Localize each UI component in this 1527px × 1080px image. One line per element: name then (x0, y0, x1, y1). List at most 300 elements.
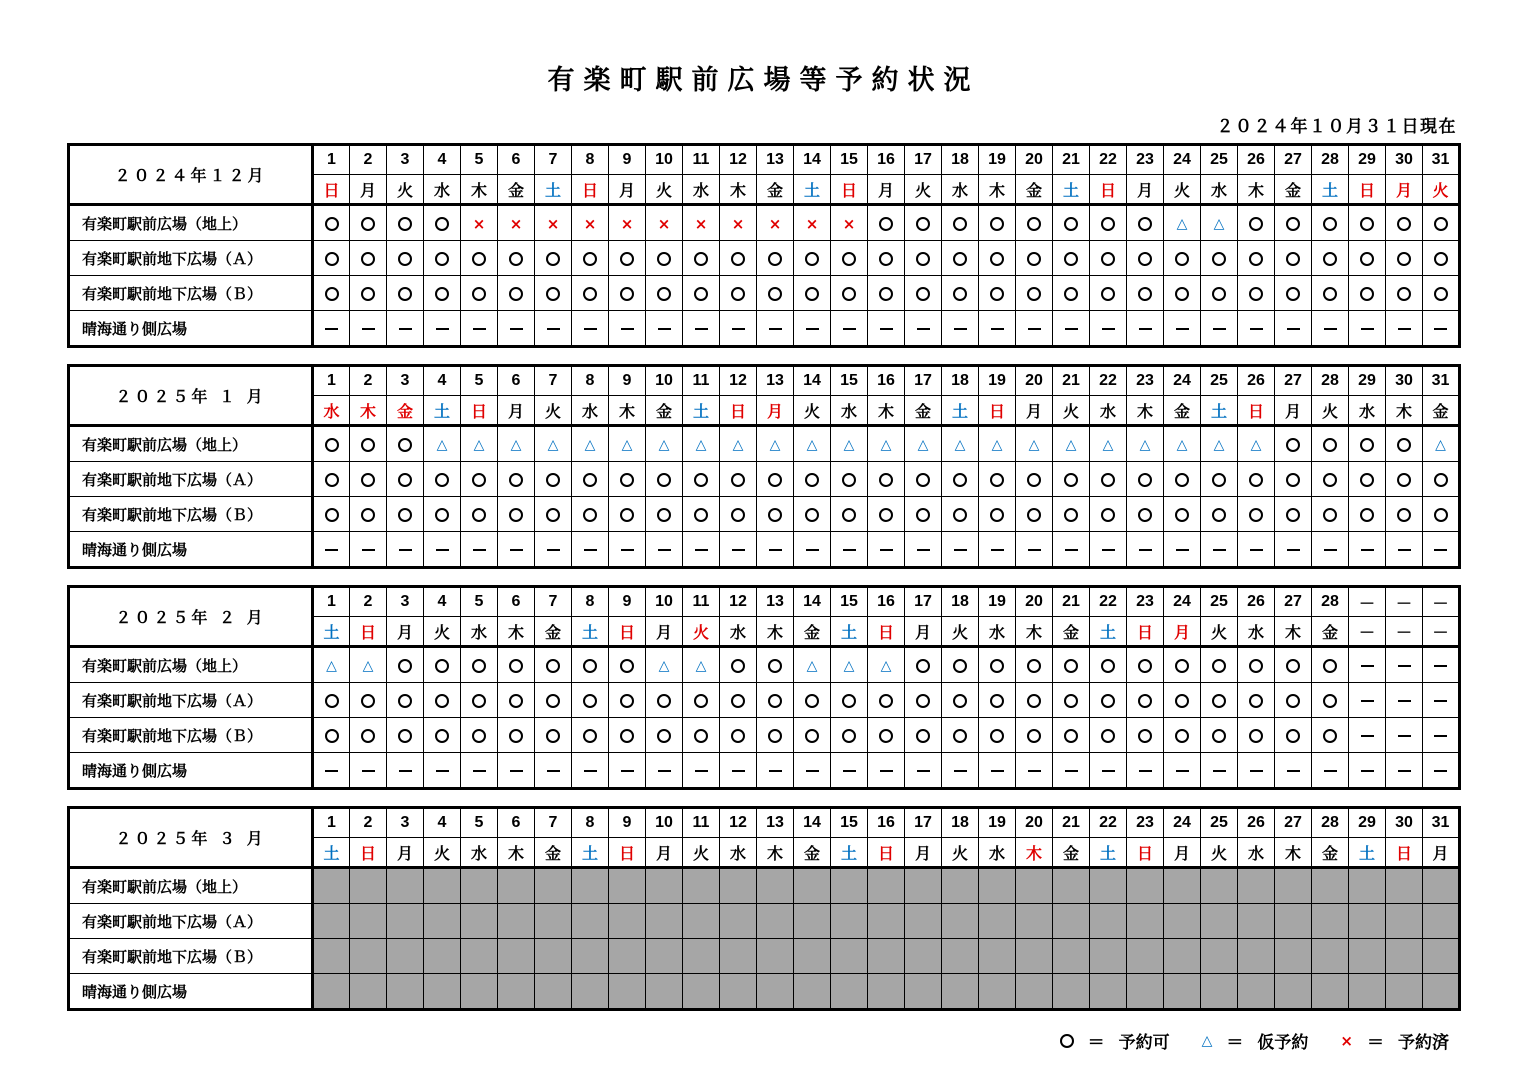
status-none (572, 311, 609, 347)
circle-icon (990, 287, 1004, 301)
circle-icon (879, 694, 893, 708)
legend-equals: ＝ (1367, 1033, 1384, 1053)
unavailable-cell (1164, 868, 1201, 904)
status-available (905, 497, 942, 532)
status-none (1164, 753, 1201, 789)
status-available (498, 462, 535, 497)
unavailable-cell (1127, 939, 1164, 974)
dash-icon (547, 328, 560, 330)
status-available (757, 497, 794, 532)
circle-icon (1175, 473, 1189, 487)
weekday: 金 (794, 617, 831, 647)
circle-icon (361, 252, 375, 266)
circle-icon (325, 287, 339, 301)
dash-icon (325, 549, 338, 551)
unavailable-cell (609, 939, 646, 974)
weekday: 水 (1238, 617, 1275, 647)
status-available (1386, 462, 1423, 497)
status-none (1386, 753, 1423, 789)
unavailable-cell (646, 939, 683, 974)
dash-icon (880, 549, 893, 551)
weekday: 土 (1090, 838, 1127, 868)
circle-icon (1027, 694, 1041, 708)
unavailable-cell (757, 904, 794, 939)
status-available (942, 647, 979, 683)
status-available (1312, 683, 1349, 718)
dash-icon (1361, 735, 1374, 737)
day-number: 28 (1312, 145, 1349, 175)
status-available (868, 683, 905, 718)
unavailable-cell (350, 868, 387, 904)
status-available (868, 205, 905, 241)
unavailable-cell (1053, 904, 1090, 939)
unavailable-cell (1312, 974, 1349, 1010)
status-available (1423, 241, 1460, 276)
circle-icon (1249, 508, 1263, 522)
unavailable-cell (831, 868, 868, 904)
circle-icon (1212, 508, 1226, 522)
dash-icon (843, 770, 856, 772)
circle-icon (435, 287, 449, 301)
weekday: 木 (1127, 396, 1164, 426)
status-tentative (1164, 426, 1201, 462)
status-none (1275, 311, 1312, 347)
status-none (1090, 311, 1127, 347)
circle-icon (1064, 508, 1078, 522)
weekday: 火 (1164, 175, 1201, 205)
facility-label: 有楽町駅前広場（地上） (69, 205, 313, 241)
circle-icon (768, 252, 782, 266)
dash-icon (362, 328, 375, 330)
status-available (720, 647, 757, 683)
month-label: ２０２５年 ３ 月 (69, 808, 313, 868)
dash-icon (1139, 549, 1152, 551)
unavailable-cell (905, 904, 942, 939)
triangle-icon: △ (1065, 437, 1077, 453)
unavailable-cell (683, 868, 720, 904)
triangle-icon: △ (991, 437, 1003, 453)
dash-icon (880, 770, 893, 772)
status-tentative (757, 426, 794, 462)
status-available (313, 276, 350, 311)
circle-icon (546, 659, 560, 673)
month-label: ２０２４年１２月 (69, 145, 313, 205)
circle-icon (731, 508, 745, 522)
weekday: 土 (535, 175, 572, 205)
dash-icon (1065, 770, 1078, 772)
circle-icon (1286, 694, 1300, 708)
status-available (1090, 497, 1127, 532)
unavailable-cell (1275, 974, 1312, 1010)
status-available (313, 205, 350, 241)
day-number: 9 (609, 366, 646, 396)
unavailable-cell (1201, 904, 1238, 939)
circle-icon (1323, 694, 1337, 708)
circle-icon (1138, 217, 1152, 231)
dash-icon (1398, 328, 1411, 330)
circle-icon (398, 729, 412, 743)
status-available (683, 462, 720, 497)
status-none (646, 311, 683, 347)
unavailable-cell (720, 974, 757, 1010)
status-tentative (646, 647, 683, 683)
circle-icon (361, 287, 375, 301)
weekday: 水 (683, 175, 720, 205)
status-tentative (1238, 426, 1275, 462)
dash-icon (436, 328, 449, 330)
day-number: 26 (1238, 366, 1275, 396)
weekday: 金 (905, 396, 942, 426)
weekday: 土 (794, 175, 831, 205)
weekday: 月 (1127, 175, 1164, 205)
circle-icon (1323, 217, 1337, 231)
day-number: 25 (1201, 808, 1238, 838)
circle-icon (509, 252, 523, 266)
status-available (461, 683, 498, 718)
status-available (1312, 497, 1349, 532)
unavailable-cell (424, 974, 461, 1010)
status-available (350, 426, 387, 462)
facility-label: 有楽町駅前広場（地上） (69, 426, 313, 462)
circle-icon (1212, 287, 1226, 301)
unavailable-cell (1201, 939, 1238, 974)
status-none (979, 753, 1016, 789)
status-available (461, 276, 498, 311)
status-available (1386, 241, 1423, 276)
unavailable-cell (498, 904, 535, 939)
status-none (498, 753, 535, 789)
status-none (794, 311, 831, 347)
status-none (1423, 532, 1460, 568)
status-available (609, 683, 646, 718)
circle-icon (1286, 287, 1300, 301)
status-available (1127, 718, 1164, 753)
day-number: 15 (831, 587, 868, 617)
status-tentative (1053, 426, 1090, 462)
day-number: 2 (350, 366, 387, 396)
unavailable-cell (979, 974, 1016, 1010)
circle-icon (1323, 287, 1337, 301)
unavailable-cell (1016, 868, 1053, 904)
day-number: 13 (757, 366, 794, 396)
circle-icon (1249, 729, 1263, 743)
status-available (1238, 718, 1275, 753)
day-number: － (1386, 587, 1423, 617)
cross-icon: × (657, 214, 671, 233)
day-number: 4 (424, 808, 461, 838)
status-available (387, 205, 424, 241)
status-available (1238, 647, 1275, 683)
status-available (1127, 462, 1164, 497)
status-available (609, 462, 646, 497)
circle-icon (1064, 694, 1078, 708)
circle-icon (583, 659, 597, 673)
day-number: 21 (1053, 808, 1090, 838)
status-available (1312, 647, 1349, 683)
circle-icon (546, 508, 560, 522)
dash-icon (399, 549, 412, 551)
unavailable-cell (1053, 939, 1090, 974)
unavailable-cell (461, 904, 498, 939)
status-none (350, 753, 387, 789)
unavailable-cell (535, 939, 572, 974)
circle-icon (953, 217, 967, 231)
dash-icon (991, 328, 1004, 330)
status-available (313, 462, 350, 497)
status-booked (831, 205, 868, 241)
weekday: 日 (1349, 175, 1386, 205)
day-number: 5 (461, 145, 498, 175)
circle-icon (435, 659, 449, 673)
weekday: 火 (942, 838, 979, 868)
status-available (1127, 683, 1164, 718)
circle-icon (1175, 694, 1189, 708)
facility-label: 晴海通り側広場 (69, 974, 313, 1010)
status-available (868, 718, 905, 753)
status-none (313, 311, 350, 347)
weekday: 水 (720, 617, 757, 647)
weekday: 土 (1090, 617, 1127, 647)
unavailable-cell (1386, 939, 1423, 974)
circle-icon (1212, 694, 1226, 708)
weekday: 金 (1312, 617, 1349, 647)
weekday: 日 (1127, 617, 1164, 647)
weekday: 土 (1312, 175, 1349, 205)
facility-label: 有楽町駅前広場（地上） (69, 868, 313, 904)
circle-icon (1212, 473, 1226, 487)
dash-icon (1065, 549, 1078, 551)
unavailable-cell (572, 868, 609, 904)
status-none (1275, 753, 1312, 789)
status-available (720, 718, 757, 753)
dash-icon (695, 770, 708, 772)
unavailable-cell (646, 974, 683, 1010)
triangle-icon: △ (658, 437, 670, 453)
unavailable-cell (498, 974, 535, 1010)
circle-icon (879, 287, 893, 301)
weekday: 月 (1164, 838, 1201, 868)
status-booked (720, 205, 757, 241)
status-available (1238, 241, 1275, 276)
circle-icon (731, 729, 745, 743)
circle-icon (509, 508, 523, 522)
status-none (1386, 683, 1423, 718)
circle-icon (842, 287, 856, 301)
triangle-icon: △ (880, 437, 892, 453)
circle-icon (1249, 659, 1263, 673)
circle-icon (325, 694, 339, 708)
status-none (683, 753, 720, 789)
unavailable-cell (1090, 868, 1127, 904)
day-number: 23 (1127, 587, 1164, 617)
weekday: 水 (1349, 396, 1386, 426)
status-available (424, 683, 461, 718)
circle-icon (1249, 473, 1263, 487)
circle-icon (1323, 252, 1337, 266)
circle-icon (953, 508, 967, 522)
dash-icon (991, 770, 1004, 772)
status-available (831, 462, 868, 497)
status-tentative (905, 426, 942, 462)
status-available (1238, 497, 1275, 532)
weekday: 火 (683, 838, 720, 868)
unavailable-cell (646, 904, 683, 939)
status-available (942, 462, 979, 497)
day-number: 28 (1312, 587, 1349, 617)
day-number: 3 (387, 366, 424, 396)
circle-icon (1286, 438, 1300, 452)
day-number: 19 (979, 366, 1016, 396)
unavailable-cell (1164, 974, 1201, 1010)
status-tentative (424, 426, 461, 462)
unavailable-cell (498, 868, 535, 904)
circle-icon (1434, 287, 1448, 301)
circle-icon (990, 252, 1004, 266)
status-available (609, 497, 646, 532)
status-available (313, 241, 350, 276)
status-none (1312, 753, 1349, 789)
status-available (794, 276, 831, 311)
day-number: 2 (350, 145, 387, 175)
weekday: 金 (794, 838, 831, 868)
weekday: 土 (1201, 396, 1238, 426)
day-number: 22 (1090, 808, 1127, 838)
day-number: 24 (1164, 808, 1201, 838)
triangle-icon: △ (695, 658, 707, 674)
status-available (905, 647, 942, 683)
status-available (794, 462, 831, 497)
day-number: 18 (942, 145, 979, 175)
circle-icon (583, 729, 597, 743)
unavailable-cell (942, 974, 979, 1010)
status-none (979, 311, 1016, 347)
status-booked (683, 205, 720, 241)
dash-icon (806, 549, 819, 551)
unavailable-cell (1275, 868, 1312, 904)
circle-icon (1027, 659, 1041, 673)
status-none (424, 532, 461, 568)
triangle-icon: △ (473, 437, 485, 453)
day-number: 28 (1312, 366, 1349, 396)
status-none (1349, 647, 1386, 683)
status-available (757, 241, 794, 276)
status-available (683, 276, 720, 311)
status-available (1016, 683, 1053, 718)
circle-icon (398, 217, 412, 231)
circle-icon (1138, 473, 1152, 487)
legend-equals: ＝ (1087, 1033, 1105, 1053)
day-number: 5 (461, 587, 498, 617)
circle-icon (694, 473, 708, 487)
circle-icon (472, 252, 486, 266)
dash-icon (547, 770, 560, 772)
circle-icon (325, 473, 339, 487)
day-number: 15 (831, 366, 868, 396)
status-available (1386, 205, 1423, 241)
weekday: 木 (757, 838, 794, 868)
status-available (1053, 241, 1090, 276)
weekday: 月 (905, 617, 942, 647)
status-available (1201, 718, 1238, 753)
circle-icon (1397, 473, 1411, 487)
weekday: 木 (1275, 838, 1312, 868)
dash-icon (1434, 665, 1447, 667)
day-number: 16 (868, 587, 905, 617)
status-none (868, 532, 905, 568)
circle-icon (1064, 659, 1078, 673)
status-available (387, 276, 424, 311)
weekday: 木 (1238, 175, 1275, 205)
cross-icon: × (731, 214, 745, 233)
weekday: 木 (1016, 838, 1053, 868)
status-available (1386, 276, 1423, 311)
status-available (1275, 462, 1312, 497)
circle-icon (398, 252, 412, 266)
dash-icon (399, 770, 412, 772)
status-none (535, 753, 572, 789)
status-available (461, 647, 498, 683)
weekday: 日 (720, 396, 757, 426)
status-tentative (535, 426, 572, 462)
status-tentative (1090, 426, 1127, 462)
dash-icon (1028, 770, 1041, 772)
status-available (1349, 241, 1386, 276)
status-tentative (572, 426, 609, 462)
unavailable-cell (350, 974, 387, 1010)
status-none (313, 532, 350, 568)
dash-icon (547, 549, 560, 551)
triangle-icon: △ (1201, 1032, 1213, 1049)
weekday: 日 (979, 396, 1016, 426)
status-none (1238, 311, 1275, 347)
day-number: 11 (683, 808, 720, 838)
circle-icon (1397, 252, 1411, 266)
status-tentative (1164, 205, 1201, 241)
status-none (1127, 311, 1164, 347)
day-number: 11 (683, 366, 720, 396)
weekday: 火 (683, 617, 720, 647)
triangle-icon: △ (1435, 437, 1446, 453)
circle-icon (1286, 659, 1300, 673)
weekday: 金 (1016, 175, 1053, 205)
circle-icon (472, 473, 486, 487)
status-available (572, 683, 609, 718)
weekday: 月 (646, 838, 683, 868)
status-available (1016, 497, 1053, 532)
circle-icon (472, 694, 486, 708)
status-available (831, 683, 868, 718)
status-available (1016, 276, 1053, 311)
month-table (67, 364, 1461, 569)
dash-icon (1361, 665, 1374, 667)
circle-icon (1101, 217, 1115, 231)
unavailable-cell (794, 974, 831, 1010)
legend-label: 仮予約 (1257, 1033, 1309, 1053)
circle-icon (1434, 217, 1448, 231)
status-tentative (646, 426, 683, 462)
unavailable-cell (757, 868, 794, 904)
circle-icon (398, 438, 412, 452)
facility-label: 有楽町駅前地下広場（Ａ） (69, 904, 313, 939)
circle-icon (620, 508, 634, 522)
day-number: 14 (794, 145, 831, 175)
status-none (683, 311, 720, 347)
circle-icon (842, 729, 856, 743)
status-none (461, 311, 498, 347)
status-available (535, 497, 572, 532)
weekday: 木 (757, 617, 794, 647)
status-booked (609, 205, 646, 241)
